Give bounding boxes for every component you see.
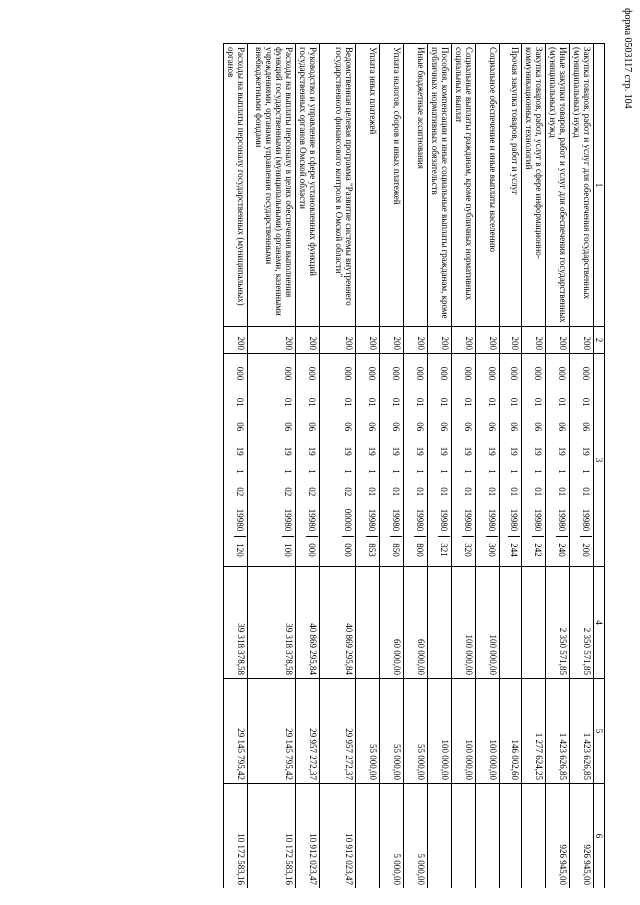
table-row [500, 44, 522, 889]
executed-amount: 1 277 624,25 [522, 679, 546, 784]
table-row [404, 44, 428, 889]
code-part: 01 [487, 487, 497, 497]
row-name: Социальные выплаты гражданам, кроме публичных нормативных социальных выплат [452, 44, 476, 327]
executed-amount: 55 000,00 [356, 679, 380, 784]
code-part: 01 [367, 397, 377, 407]
executed-amount: 29 957 272,37 [296, 679, 320, 784]
line-code: 200 [500, 327, 522, 354]
code-part: 321 [438, 537, 450, 564]
code-part: 01 [533, 487, 543, 497]
code-part: 800 [414, 537, 426, 564]
budget-code [500, 354, 522, 567]
code-part: 01 [557, 487, 567, 497]
code-part: 01 [487, 397, 497, 407]
code-part: 300 [486, 537, 498, 564]
code-part: 19 [415, 446, 425, 456]
code-part: 19 [343, 446, 353, 456]
budget-code [356, 354, 380, 567]
code-part: 01 [415, 397, 425, 407]
code-part: 000 [557, 366, 567, 381]
budget-code [224, 354, 248, 567]
table-row [380, 44, 404, 889]
executed-amount: 29 957 272,37 [320, 679, 356, 784]
table-row [476, 44, 500, 889]
code-part: 000 [533, 366, 543, 381]
executed-amount: 146 002,60 [500, 679, 522, 784]
unexecuted-amount [452, 784, 476, 889]
code-part: 100 [282, 537, 294, 564]
unexecuted-amount [522, 784, 546, 889]
code-part: 01 [439, 397, 449, 407]
code-part: 01 [533, 397, 543, 407]
code-part: 01 [463, 397, 473, 407]
report-canvas [75, 43, 605, 888]
row-name: Расходы на выплаты персоналу в целях обеспечения выполнения функций государственными (муниципальными) органами, казенными учреждениями, органами управления государственными внебюджетными фондами [248, 44, 296, 327]
row-name: Иные бюджетные ассигнования [404, 44, 428, 327]
code-part: 19 [533, 446, 543, 456]
code-part: 200 [580, 537, 592, 564]
code-part: 000 [342, 537, 354, 564]
code-part: 19 [367, 446, 377, 456]
code-part: 19 [283, 446, 293, 456]
table-row [356, 44, 380, 889]
row-name: Закупка товаров, работ и услуг для обеспечения государственных (муниципальных) нужд [570, 44, 594, 327]
row-name: Пособия, компенсации и иные социальные выплаты гражданам, кроме публичных нормативных обязательств [428, 44, 452, 327]
line-code: 200 [320, 327, 356, 354]
line-code: 200 [452, 327, 476, 354]
unexecuted-amount: 5 000,00 [404, 784, 428, 889]
executed-amount: 100 000,00 [428, 679, 452, 784]
code-part: 19 [307, 446, 317, 456]
code-part: 01 [463, 487, 473, 497]
code-part: 00000 [343, 508, 353, 532]
code-part: 06 [415, 422, 425, 432]
code-part: 000 [581, 366, 591, 381]
line-code: 200 [476, 327, 500, 354]
code-part: 06 [533, 422, 543, 432]
code-part: 01 [235, 397, 245, 407]
budget-code [404, 354, 428, 567]
row-name: Прочая закупка товаров, работ и услуг [500, 44, 522, 327]
unexecuted-amount [356, 784, 380, 889]
executed-amount: 55 000,00 [404, 679, 428, 784]
budget-code [296, 354, 320, 567]
unexecuted-amount: 10 912 023,47 [320, 784, 356, 889]
code-part: 19 [439, 446, 449, 456]
unexecuted-amount [476, 784, 500, 889]
code-part: 01 [343, 397, 353, 407]
code-part: 19 [557, 446, 567, 456]
unexecuted-amount: 10 172 583,16 [224, 784, 248, 889]
code-part: 02 [343, 487, 353, 497]
budget-code [320, 354, 356, 567]
code-part: 19 [463, 446, 473, 456]
row-name: Расходы на выплаты персоналу государственных (муниципальных) органов [224, 44, 248, 327]
code-part: 01 [391, 487, 401, 497]
code-part: 19980 [557, 508, 567, 532]
expenditure-table [223, 43, 605, 888]
code-part: 01 [307, 397, 317, 407]
code-part: 19980 [283, 508, 293, 532]
line-code: 200 [356, 327, 380, 354]
code-part: 000 [283, 366, 293, 381]
code-part: 853 [366, 537, 378, 564]
code-part: 01 [509, 397, 519, 407]
code-part: 19980 [487, 508, 497, 532]
code-part: 000 [391, 366, 401, 381]
code-part: 1 [235, 469, 245, 474]
table-row [296, 44, 320, 889]
form-label: форма 0503117 стр. 104 [622, 8, 633, 109]
code-part: 000 [343, 366, 353, 381]
budget-code [452, 354, 476, 567]
approved-amount: 60 000,00 [380, 567, 404, 679]
code-part: 19980 [367, 508, 377, 532]
code-part: 01 [415, 487, 425, 497]
budget-code [522, 354, 546, 567]
approved-amount: 40 869 295,84 [320, 567, 356, 679]
unexecuted-amount: 10 912 023,47 [296, 784, 320, 889]
code-part: 02 [307, 487, 317, 497]
code-part: 01 [439, 487, 449, 497]
code-part: 19980 [509, 508, 519, 532]
code-part: 19 [581, 446, 591, 456]
code-part: 850 [390, 537, 402, 564]
code-part: 1 [439, 469, 449, 474]
code-part: 000 [509, 366, 519, 381]
code-part: 06 [463, 422, 473, 432]
code-part: 06 [391, 422, 401, 432]
table-row [570, 44, 594, 889]
row-name: Иные закупки товаров, работ и услуг для обеспечения государственных (муниципальных) нужд [546, 44, 570, 327]
code-part: 1 [307, 469, 317, 474]
code-part: 19 [509, 446, 519, 456]
code-part: 000 [307, 366, 317, 381]
page-header [614, 8, 640, 228]
column-header: 2 [594, 327, 605, 354]
code-part: 02 [235, 487, 245, 497]
code-part: 1 [343, 469, 353, 474]
executed-amount: 29 145 795,42 [224, 679, 248, 784]
column-header: 6 [594, 784, 605, 889]
table-body [224, 44, 594, 889]
line-code: 200 [296, 327, 320, 354]
code-part: 1 [509, 469, 519, 474]
code-part: 1 [533, 469, 543, 474]
code-part: 000 [235, 366, 245, 381]
unexecuted-amount [500, 784, 522, 889]
executed-amount: 1 423 626,85 [570, 679, 594, 784]
row-name: Закупка товаров, работ, услуг в сфере информационно-коммуникационных технологий [522, 44, 546, 327]
code-part: 01 [509, 487, 519, 497]
code-part: 000 [463, 366, 473, 381]
code-part: 19 [235, 446, 245, 456]
budget-code [476, 354, 500, 567]
code-part: 19980 [533, 508, 543, 532]
table-row [248, 44, 296, 889]
column-header: 1 [594, 44, 605, 327]
table-row [320, 44, 356, 889]
unexecuted-amount [428, 784, 452, 889]
table-row [546, 44, 570, 889]
code-part: 19 [487, 446, 497, 456]
code-part: 06 [487, 422, 497, 432]
code-part: 19980 [391, 508, 401, 532]
budget-code [380, 354, 404, 567]
approved-amount: 40 869 295,84 [296, 567, 320, 679]
row-name: Уплата иных платежей [356, 44, 380, 327]
table-row [428, 44, 452, 889]
line-code: 200 [428, 327, 452, 354]
unexecuted-amount: 10 172 583,16 [248, 784, 296, 889]
row-name: Уплата налогов, сборов и иных платежей [380, 44, 404, 327]
code-part: 1 [415, 469, 425, 474]
approved-amount: 2 350 571,85 [570, 567, 594, 679]
code-part: 1 [463, 469, 473, 474]
code-part: 1 [367, 469, 377, 474]
code-part: 06 [509, 422, 519, 432]
approved-amount: 100 000,00 [476, 567, 500, 679]
code-part: 19980 [307, 508, 317, 532]
row-name: Социальное обеспечение и иные выплаты населению [476, 44, 500, 327]
code-part: 000 [439, 366, 449, 381]
code-part: 06 [283, 422, 293, 432]
column-header: 5 [594, 679, 605, 784]
code-part: 02 [283, 487, 293, 497]
column-header: 4 [594, 567, 605, 679]
code-part: 000 [367, 366, 377, 381]
code-part: 06 [367, 422, 377, 432]
table-row [452, 44, 476, 889]
code-part: 06 [343, 422, 353, 432]
rotated-report [75, 43, 605, 888]
code-part: 1 [581, 469, 591, 474]
line-code: 200 [404, 327, 428, 354]
approved-amount: 60 000,00 [404, 567, 428, 679]
unexecuted-amount: 926 945,00 [546, 784, 570, 889]
budget-code [546, 354, 570, 567]
budget-code [428, 354, 452, 567]
code-part: 06 [557, 422, 567, 432]
code-part: 01 [367, 487, 377, 497]
code-part: 244 [508, 537, 520, 564]
code-part: 000 [487, 366, 497, 381]
line-code: 200 [380, 327, 404, 354]
executed-amount: 1 423 626,85 [546, 679, 570, 784]
code-part: 1 [283, 469, 293, 474]
code-part: 242 [532, 537, 544, 564]
column-header: 3 [594, 354, 605, 567]
code-part: 19980 [235, 508, 245, 532]
executed-amount: 100 000,00 [452, 679, 476, 784]
table-row [224, 44, 248, 889]
code-part: 320 [462, 537, 474, 564]
approved-amount [356, 567, 380, 679]
code-part: 240 [556, 537, 568, 564]
code-part: 06 [581, 422, 591, 432]
table-row [522, 44, 546, 889]
column-header-row [594, 44, 605, 889]
executed-amount: 100 000,00 [476, 679, 500, 784]
code-part: 1 [391, 469, 401, 474]
executed-amount: 55 000,00 [380, 679, 404, 784]
code-part: 19 [391, 446, 401, 456]
code-part: 06 [235, 422, 245, 432]
code-part: 01 [283, 397, 293, 407]
code-part: 19980 [581, 508, 591, 532]
code-part: 06 [307, 422, 317, 432]
code-part: 01 [581, 397, 591, 407]
line-code: 200 [522, 327, 546, 354]
code-part: 120 [234, 537, 246, 564]
row-name: Руководство и управление в сфере установленных функций государственных органов Омской области [296, 44, 320, 327]
code-part: 06 [439, 422, 449, 432]
code-part: 000 [415, 366, 425, 381]
code-part: 19980 [415, 508, 425, 532]
code-part: 01 [581, 487, 591, 497]
code-part: 19980 [439, 508, 449, 532]
budget-code [570, 354, 594, 567]
unexecuted-amount: 926 945,00 [570, 784, 594, 889]
row-name: Ведомственная целевая программа "Развитие системы внутреннего государственного финансового контроля в Омской области" [320, 44, 356, 327]
code-part: 1 [487, 469, 497, 474]
budget-code [248, 354, 296, 567]
line-code: 200 [248, 327, 296, 354]
approved-amount: 100 000,00 [452, 567, 476, 679]
code-part: 01 [557, 397, 567, 407]
line-code: 200 [546, 327, 570, 354]
approved-amount: 39 318 378,58 [248, 567, 296, 679]
approved-amount: 2 350 571,85 [546, 567, 570, 679]
executed-amount: 29 145 795,42 [248, 679, 296, 784]
approved-amount [500, 567, 522, 679]
unexecuted-amount: 5 000,00 [380, 784, 404, 889]
code-part: 1 [557, 469, 567, 474]
code-part: 19980 [463, 508, 473, 532]
code-part: 000 [306, 537, 318, 564]
approved-amount: 39 318 378,58 [224, 567, 248, 679]
line-code: 200 [570, 327, 594, 354]
code-part: 01 [391, 397, 401, 407]
line-code: 200 [224, 327, 248, 354]
approved-amount [522, 567, 546, 679]
approved-amount [428, 567, 452, 679]
